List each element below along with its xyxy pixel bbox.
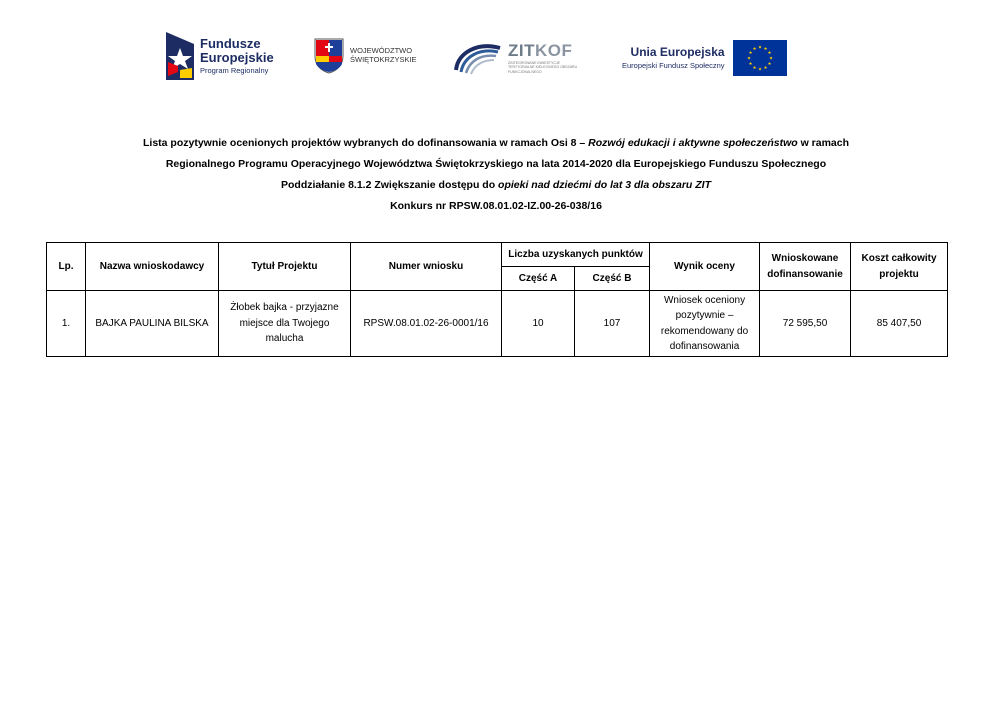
eu-star-icon: ★	[752, 45, 757, 51]
fundusze-europejskie-star-icon	[166, 32, 194, 80]
eu-flag-icon	[733, 40, 787, 76]
header-applicant: Nazwa wnioskodawcy	[86, 243, 219, 291]
title-l3-italic: opieki nad dziećmi do lat 3 dla obszaru ZIT	[498, 179, 711, 191]
zitkof-subtitle: ZINTEGROWANE INWESTYCJE TERYTORIALNE KIELECKIEGO OBSZARU FUNKCJONALNEGO	[508, 61, 578, 74]
eu-star-icon: ★	[746, 55, 751, 61]
eu-star-icon: ★	[763, 65, 768, 71]
eu-star-icon: ★	[757, 44, 762, 50]
title-line-2: Regionalnego Programu Operacyjnego Województwa Świętokrzyskiego na lata 2014-2020 dla Europejskiego Funduszu Społecznego	[165, 158, 827, 170]
fundusze-europejskie-logo	[166, 32, 274, 80]
eu-star-icon: ★	[757, 66, 762, 72]
zitkof-arc-icon	[452, 40, 504, 76]
zitkof-name	[508, 42, 584, 59]
title-l1-italic: Rozwój edukacji i aktywne społeczeństwo	[588, 137, 798, 149]
wojewodztwo-logo	[314, 38, 417, 74]
cell-requested: 72 595,50	[760, 291, 851, 357]
eu-star-icon: ★	[752, 65, 757, 71]
cell-application-no: RPSW.08.01.02-26-0001/16	[351, 291, 502, 357]
header-lp: Lp.	[47, 243, 86, 291]
ue-line2: Europejski Fundusz Społeczny	[622, 61, 725, 71]
zitkof-name-b: KOF	[535, 41, 573, 61]
header-project-title: Tytuł Projektu	[219, 243, 351, 291]
header-result: Wynik oceny	[650, 243, 760, 291]
header-requested: Wnioskowane dofinansowanie	[760, 243, 851, 291]
cell-part-b: 107	[575, 291, 650, 357]
zitkof-logo	[452, 40, 584, 76]
title-l1-pre: Lista pozytywnie ocenionych projektów wybranych do dofinansowania w ramach Osi 8 –	[142, 137, 589, 149]
title-line-1	[60, 133, 932, 154]
header-application-no: Numer wniosku	[351, 243, 502, 291]
header-total-cost: Koszt całkowity projektu	[851, 243, 948, 291]
eu-star-icon: ★	[767, 50, 772, 55]
fundusze-line3: Program Regionalny	[200, 66, 269, 76]
title-line-4: Konkurs nr RPSW.08.01.02-IZ.00-26-038/16	[390, 200, 602, 212]
eu-star-icon: ★	[763, 45, 768, 51]
eu-star-icon: ★	[748, 61, 753, 66]
unia-europejska-logo	[622, 40, 787, 76]
header-part-b: Część B	[575, 267, 650, 291]
title-line-3	[60, 175, 932, 196]
eu-star-icon: ★	[768, 55, 773, 61]
header-part-a: Część A	[502, 267, 575, 291]
fundusze-line1: Fundusze	[200, 36, 261, 52]
wojewodztwo-line2: ŚWIĘTOKRZYSKIE	[350, 55, 417, 64]
header-points: Liczba uzyskanych punktów	[502, 243, 650, 267]
cell-lp: 1.	[47, 291, 86, 357]
logo-bar	[0, 28, 992, 88]
cell-part-a: 10	[502, 291, 575, 357]
cell-applicant: BAJKA PAULINA BILSKA	[86, 291, 219, 357]
cell-project-title: Żłobek bajka - przyjazne miejsce dla Twojego malucha	[219, 291, 351, 357]
results-table	[46, 242, 948, 357]
wojewodztwo-line1: WOJEWÓDZTWO	[350, 46, 413, 56]
zitkof-name-a: ZIT	[508, 41, 535, 61]
coat-of-arms-icon	[314, 38, 344, 74]
document-title	[60, 133, 932, 217]
cell-total-cost: 85 407,50	[851, 291, 948, 357]
cell-result: Wniosek oceniony pozytywnie – rekomendowany do dofinansowania	[650, 291, 760, 357]
title-l3-pre: Poddziałanie 8.1.2 Zwiększanie dostępu do	[280, 179, 499, 191]
eu-star-icon: ★	[767, 61, 772, 66]
ue-line1: Unia Europejska	[630, 45, 725, 60]
table-row	[47, 291, 948, 357]
title-l1-post: w ramach	[797, 137, 850, 149]
eu-star-icon: ★	[748, 50, 753, 55]
fundusze-line2: Europejskie	[200, 50, 274, 66]
